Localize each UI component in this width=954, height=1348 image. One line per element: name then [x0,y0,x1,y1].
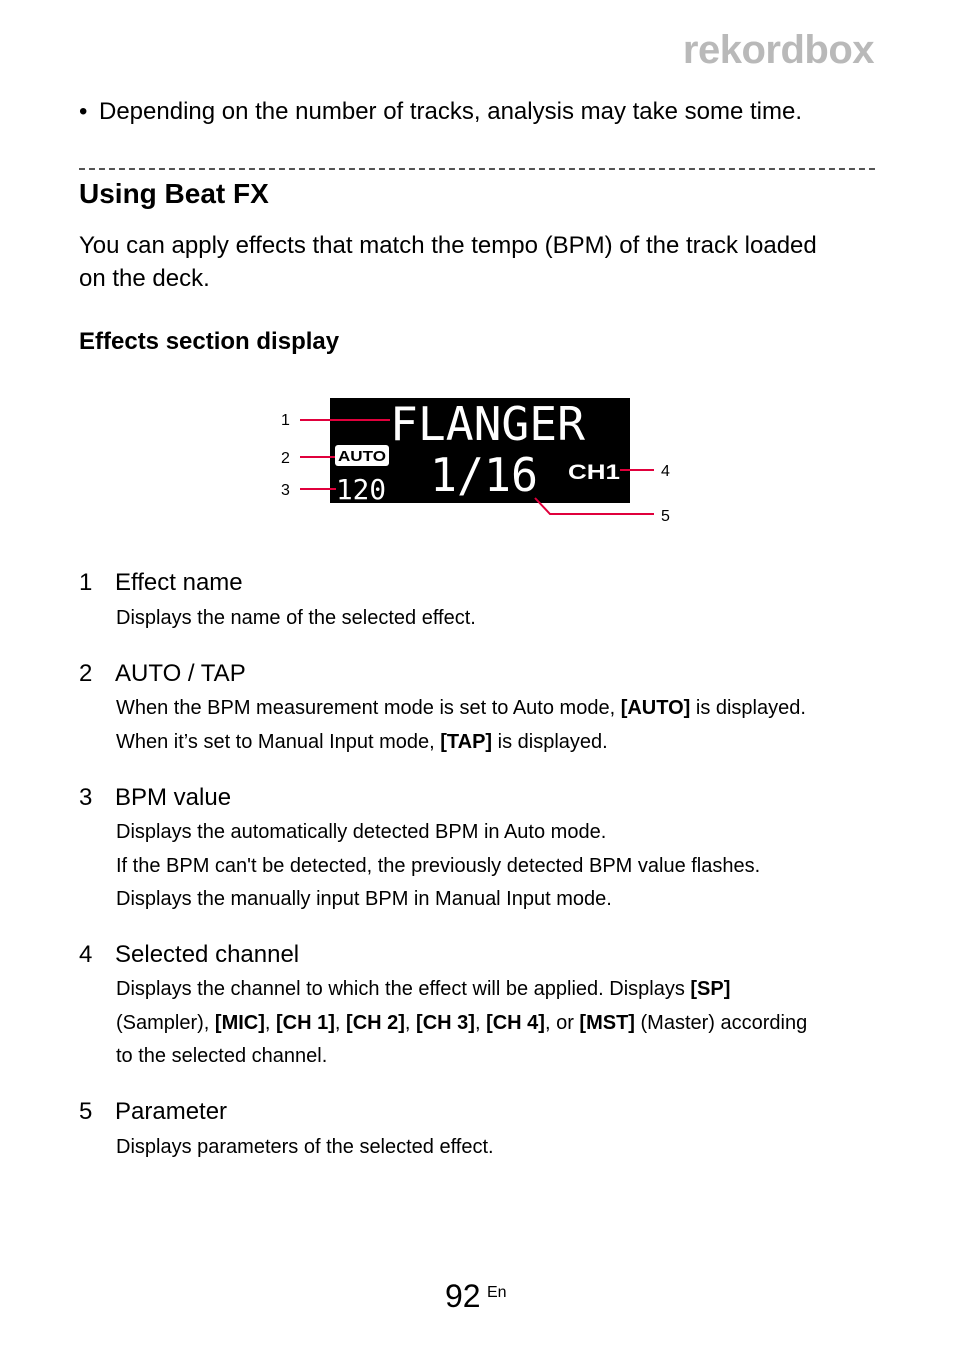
item-3-number: 3 [79,784,93,811]
item-2-title: AUTO / TAP [115,660,246,687]
item-4-title: Selected channel [115,941,300,968]
item-3-line-3: Displays the manually input BPM in Manual Input mode. [116,888,612,910]
item-1-heading [79,569,243,597]
callout-label-1: 1 [281,412,290,429]
item-1-title: Effect name [115,569,243,596]
item-1-number: 1 [79,569,93,596]
section-intro [79,229,879,295]
bullet-symbol: • [79,98,88,125]
item-4-line-1: Displays the channel to which the effect will be applied. Displays [SP] [116,978,731,1000]
section-divider [79,168,875,170]
effects-display-figure [270,385,690,535]
display-effect-name: FLANGER [390,397,586,451]
brand-logo: rekordbox [682,28,874,72]
item-5-body [116,1131,886,1165]
item-3-heading [79,784,231,812]
item-4-number: 4 [79,941,93,968]
item-5-number: 5 [79,1098,93,1125]
section-title: Using Beat FX [79,178,269,209]
item-2-line-1: When the BPM measurement mode is set to Auto mode, [AUTO] is displayed. [116,697,806,719]
callout-label-3: 3 [281,482,290,499]
item-3-title: BPM value [115,784,232,811]
auto-keyword: [AUTO] [620,697,691,719]
item-5-title: Parameter [115,1098,228,1125]
display-bpm: 120 [336,473,386,506]
item-1-body [116,602,886,636]
item-4-heading [79,941,299,969]
item-2-number: 2 [79,660,93,687]
bullet-note [79,98,802,126]
page-number: 92 [445,1278,481,1314]
callout-label-2: 2 [281,450,290,467]
item-4-body [116,973,886,1074]
tap-keyword: [TAP] [440,730,493,753]
item-5-line-1: Displays parameters of the selected effect. [116,1136,494,1158]
item-4-line-2: (Sampler), [MIC], [CH 1], [CH 2], [CH 3], [CH 4], or [MST] (Master) according [116,1011,808,1034]
subsection-title: Effects section display [79,328,340,355]
item-1-line-1: Displays the name of the selected effect. [116,607,476,629]
item-3-line-2: If the BPM can't be detected, the previously detected BPM value flashes. [116,854,761,877]
page-language: En [487,1284,507,1301]
display-parameter: 1/16 [430,448,538,502]
intro-line-2: on the deck. [79,265,210,292]
item-2-line-2: When it’s set to Manual Input mode, [TAP] is displayed. [116,730,608,753]
item-3-body [116,816,886,917]
callout-label-4: 4 [661,463,670,480]
display-auto-text: AUTO [338,448,387,465]
item-4-line-3: to the selected channel. [116,1045,328,1067]
item-2-heading [79,660,246,688]
item-3-line-1: Displays the automatically detected BPM in Auto mode. [116,821,607,843]
item-2-body [116,692,886,759]
item-5-heading [79,1098,227,1126]
display-channel: CH1 [568,461,621,484]
intro-line-1: You can apply effects that match the tempo (BPM) of the track loaded [79,232,817,259]
bullet-text: Depending on the number of tracks, analysis may take some time. [99,98,803,125]
callout-label-5: 5 [661,508,670,525]
